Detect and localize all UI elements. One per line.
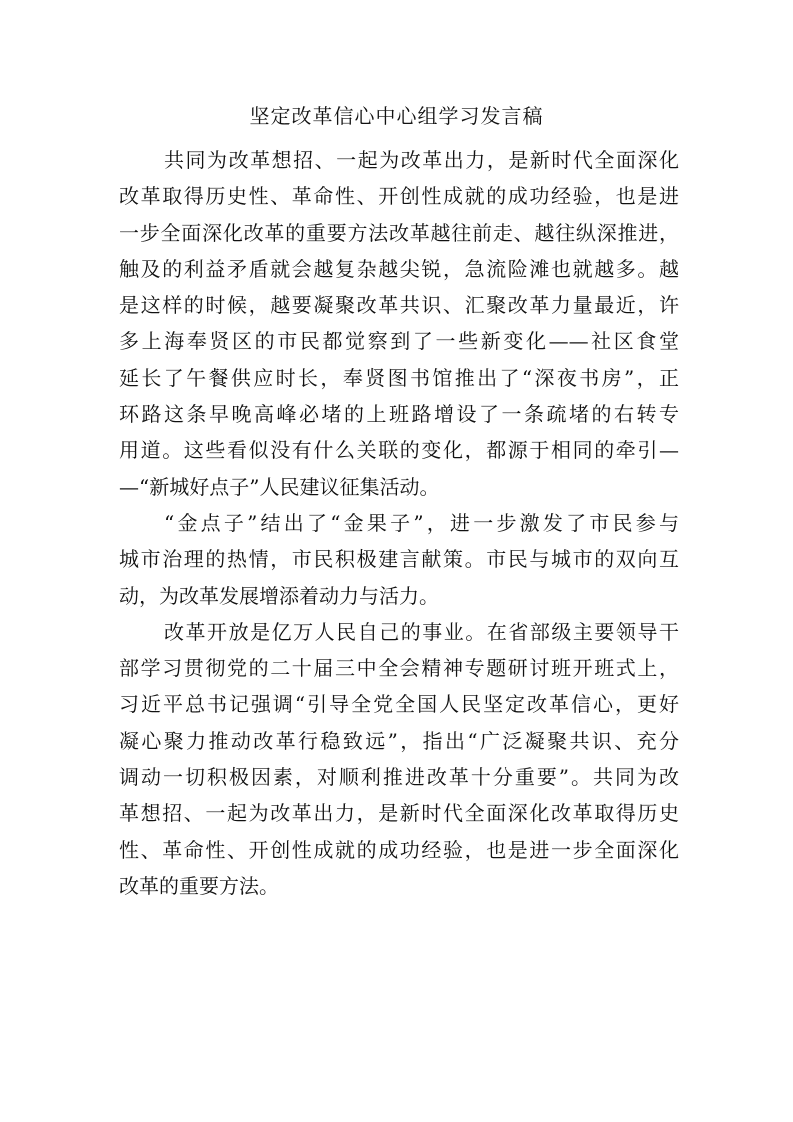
paragraph-line: 革想招、一起为改革出力，是新时代全面深化改革取得历史 [119, 801, 679, 826]
paragraph-line: 多上海奉贤区的市民都觉察到了一些新变化——社区食堂 [119, 329, 679, 354]
paragraph-line: 凝心聚力推动改革行稳致远”，指出“广泛凝聚共识、充分 [119, 728, 679, 753]
paragraph-line: 调动一切积极因素，对顺利推进改革十分重要”。共同为改 [119, 765, 679, 790]
paragraph-line: 城市治理的热情，市民积极建言献策。市民与城市的双向互 [119, 547, 679, 572]
paragraph-line: —“新城好点子”人民建议征集活动。 [119, 474, 440, 499]
paragraph-line: 改革取得历史性、革命性、开创性成就的成功经验，也是进 [119, 184, 679, 209]
paragraph-line: “金点子”结出了“金果子”，进一步激发了市民参与 [164, 510, 679, 535]
document-body [119, 142, 679, 904]
paragraph-line: 性、革命性、开创性成就的成功经验，也是进一步全面深化 [119, 837, 679, 862]
paragraph [119, 614, 679, 904]
paragraph-line: 共同为改革想招、一起为改革出力，是新时代全面深化 [164, 148, 679, 172]
paragraph-line: 触及的利益矛盾就会越复杂越尖锐，急流险滩也就越多。越 [119, 256, 679, 281]
document-title: 坚定改革信心中心组学习发言稿 [249, 104, 544, 128]
paragraph-line: 一步全面深化改革的重要方法改革越往前走、越往纵深推进， [119, 220, 679, 245]
paragraph-line: 部学习贯彻党的二十届三中全会精神专题研讨班开班式上， [119, 656, 679, 681]
paragraph [119, 142, 679, 505]
paragraph-line: 延长了午餐供应时长，奉贤图书馆推出了“深夜书房”，正 [119, 365, 679, 390]
paragraph [119, 505, 679, 614]
paragraph-line: 用道。这些看似没有什么关联的变化，都源于相同的牵引— [119, 438, 679, 463]
paragraph-line: 改革的重要方法。 [119, 873, 279, 898]
paragraph-line: 动，为改革发展增添着动力与活力。 [119, 583, 439, 608]
paragraph-line: 改革开放是亿万人民自己的事业。在省部级主要领导干 [164, 619, 679, 644]
paragraph-line: 习近平总书记强调“引导全党全国人民坚定改革信心，更好 [119, 692, 679, 717]
paragraph-line: 环路这条早晚高峰必堵的上班路增设了一条疏堵的右转专 [119, 402, 679, 427]
paragraph-line: 是这样的时候，越要凝聚改革共识、汇聚改革力量最近，许 [119, 293, 679, 318]
